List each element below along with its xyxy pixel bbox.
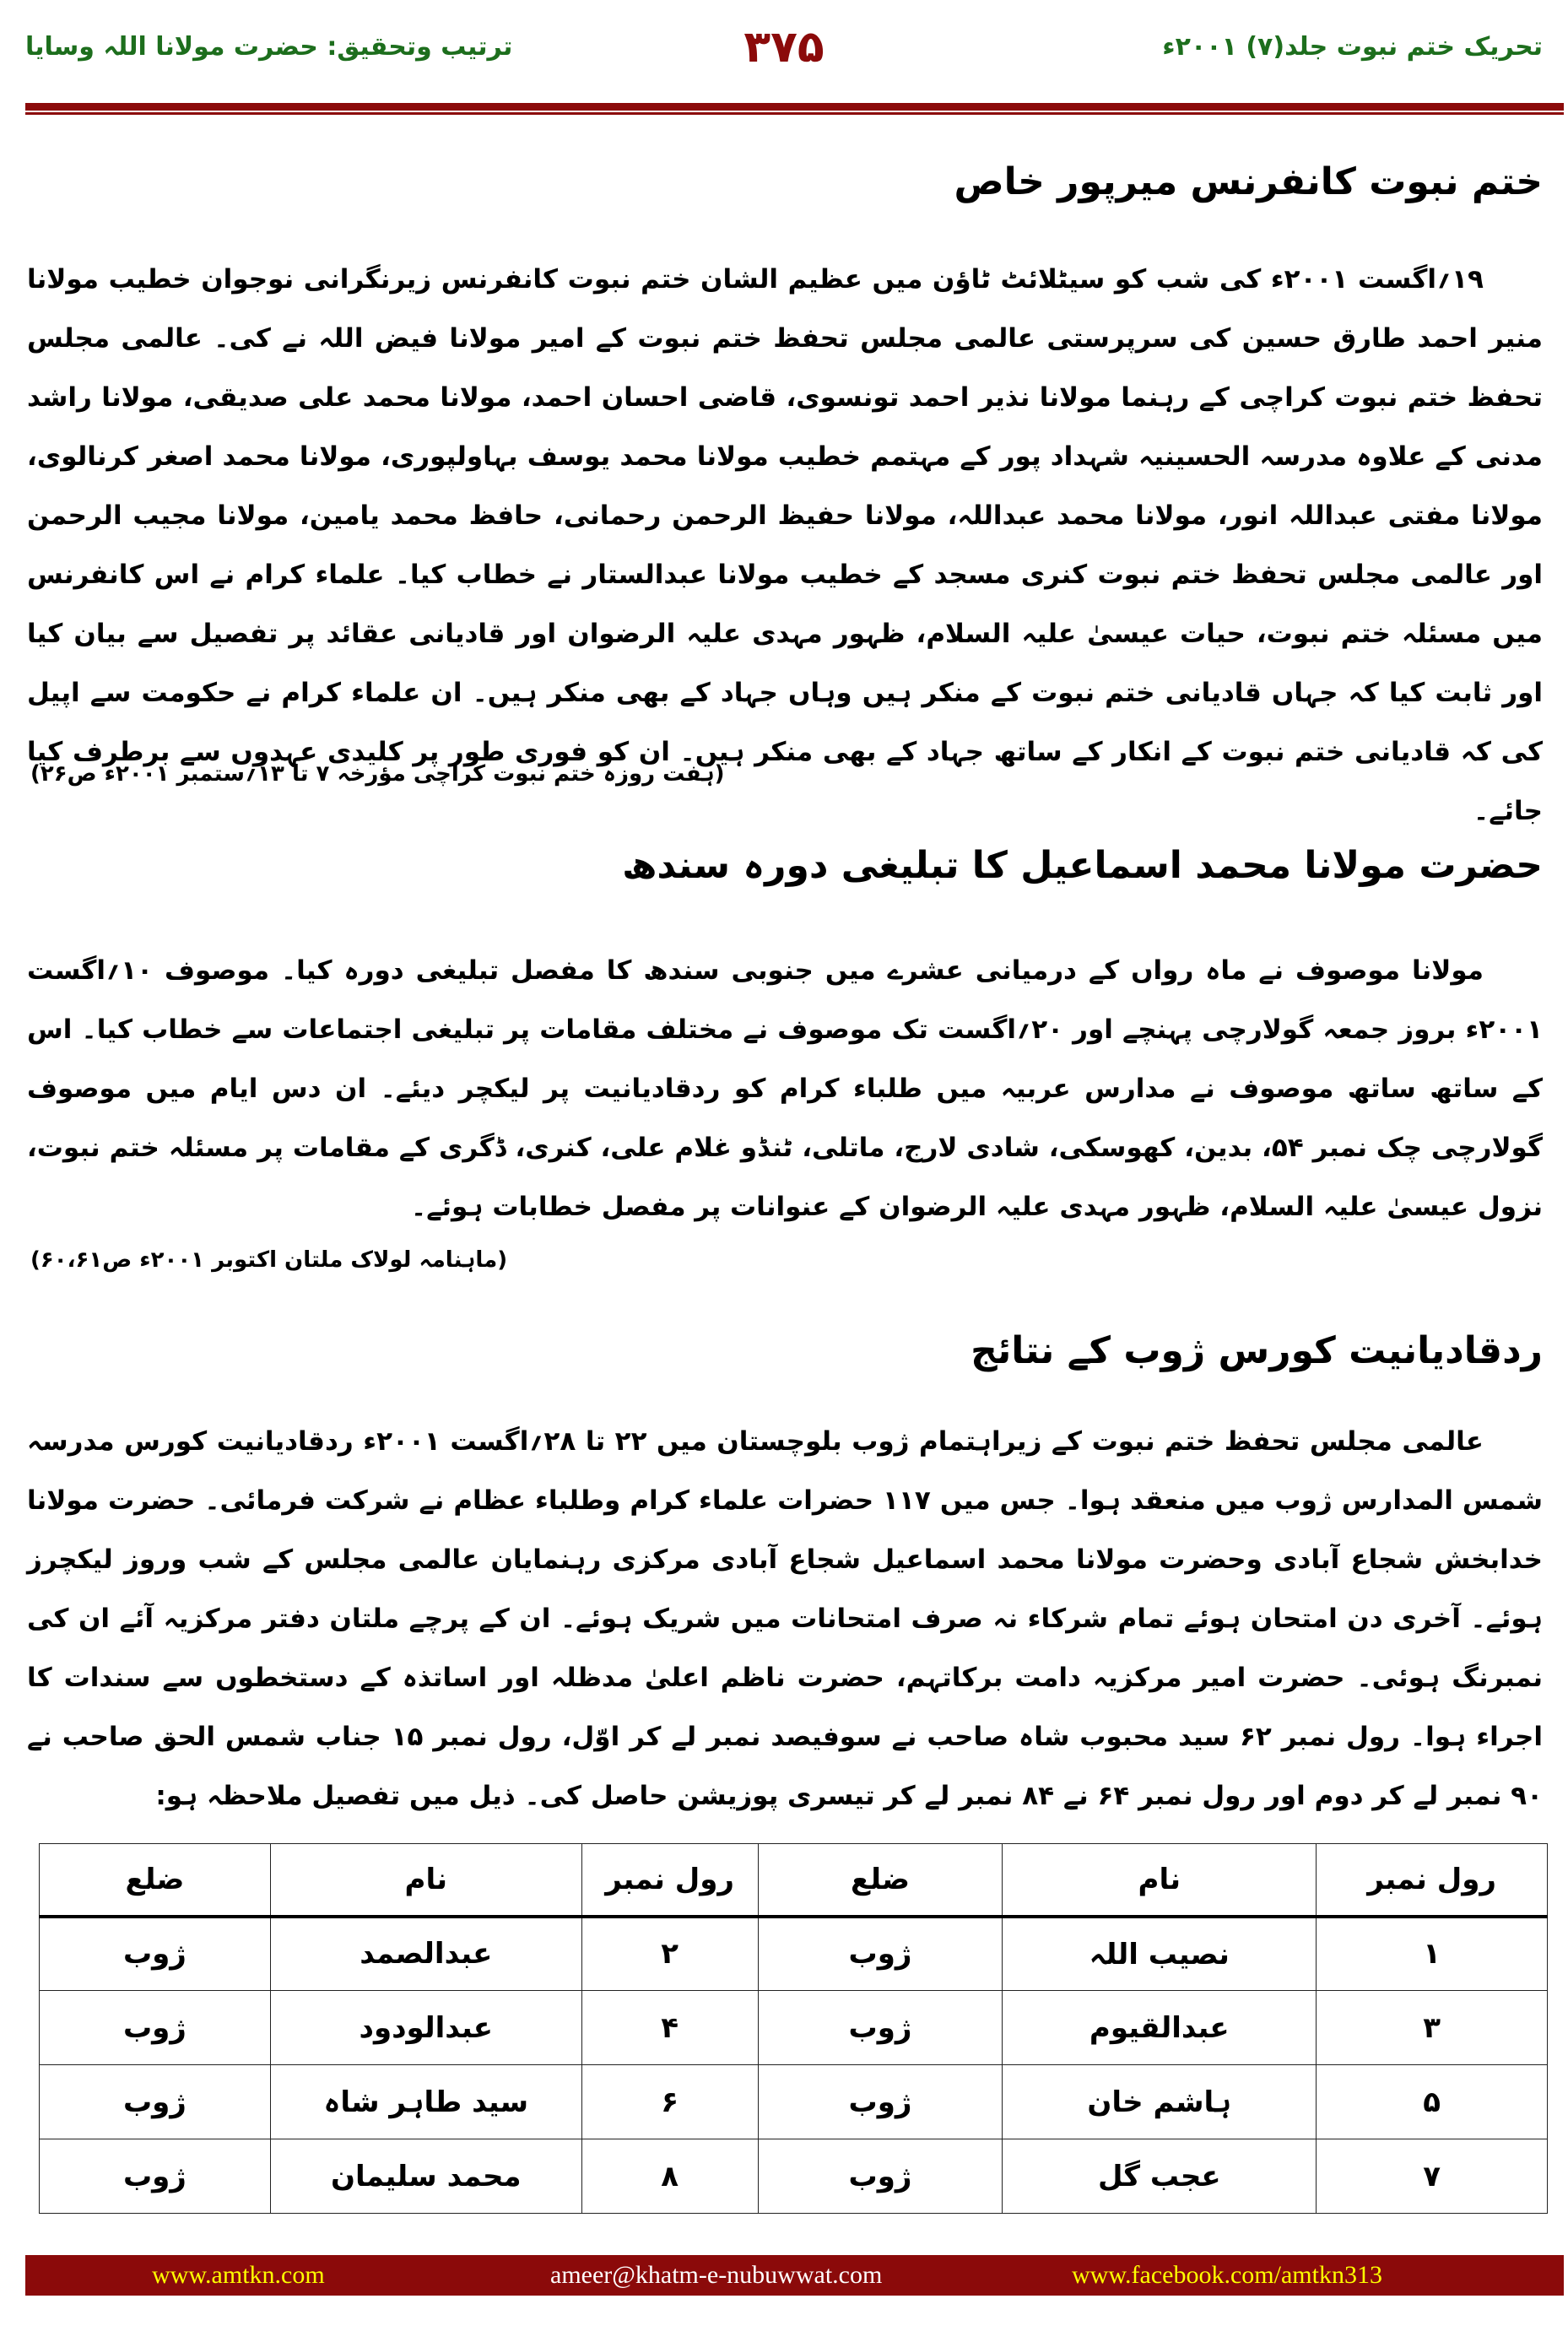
table-row [40, 2065, 1548, 2139]
section-body-1-text: ۱۹؍اگست ۲۰۰۱ء کی شب کو سیٹلائٹ ٹاؤن میں عظیم الشان ختم نبوت کانفرنس زیرنگرانی نوجوان خطیب مولانا منیر احمد طارق حسین کی سرپرستی عالمی مجلس تحفظ ختم نبوت کے امیر مولانا فیض اللہ نے کی۔ عالمی مجلس تحفظ ختم نبوت کراچی کے رہنما مولانا نذیر احمد تونسوی، قاضی احسان احمد، مولانا محمد علی صدیقی، مولانا راشد مدنی کے علاوہ مدرسہ الحسینیہ شہداد پور کے مہتمم خطیب مولانا محمد یوسف بہاولپوری، مولانا محمد اصغر کرنالوی، مولانا مفتی عبداللہ انور، مولانا محمد عبداللہ، مولانا حفیظ الرحمن رحمانی، حافظ محمد یامین، مولانا مجیب الرحمن اور عالمی مجلس تحفظ ختم نبوت کنری مسجد کے خطیب مولانا عبدالستار نے خطاب کیا۔ علماء کرام نے اس کانفرنس میں مسئلہ ختم نبوت، حیات عیسیٰ علیہ السلام، ظہور مہدی علیہ الرضوان اور قادیانی عقائد پر تفصیل سے بیان کیا اور ثابت کیا کہ جہاں قادیانی ختم نبوت کے منکر ہیں وہاں جہاد کے بھی منکر ہیں۔ ان علماء کرام نے حکومت سے اپیل کی کہ قادیانی ختم نبوت کے انکار کے ساتھ جہاد کے بھی منکر ہیں۔ ان کو فوری طور پر کلیدی عہدوں سے برطرف کیا جائے۔ [27, 264, 1543, 826]
header-district: ضلع [40, 1844, 271, 1917]
district-cell: ژوب [40, 1991, 271, 2065]
header-roll-number: رول نمبر [581, 1844, 758, 1917]
roll-number-cell: ۵ [1317, 2065, 1548, 2139]
results-table [39, 1843, 1548, 2214]
name-cell: ہاشم خان [1003, 2065, 1317, 2139]
email-link[interactable]: ameer@khatm-e-nubuwwat.com [550, 2261, 883, 2289]
compiler-header: ترتیب وتحقیق: حضرت مولانا اللہ وسایا [25, 32, 513, 62]
district-cell: ژوب [40, 1917, 271, 1991]
table-row [40, 1991, 1548, 2065]
roll-number-cell: ۳ [1317, 1991, 1548, 2065]
section-title-1: ختم نبوت کانفرنس میرپور خاص [954, 160, 1543, 203]
roll-number-cell: ۴ [581, 1991, 758, 2065]
section-body-3-text: عالمی مجلس تحفظ ختم نبوت کے زیراہتمام ژوب بلوچستان میں ۲۲ تا ۲۸؍اگست ۲۰۰۱ء ردقادیانیت کورس مدرسہ شمس المدارس ژوب میں منعقد ہوا۔ جس میں ۱۱۷ حضرات علماء کرام وطلباء عظام نے شرکت فرمائی۔ حضرت مولانا خدابخش شجاع آبادی وحضرت مولانا محمد اسماعیل شجاع آبادی مرکزی رہنمایان عالمی مجلس کے شب وروز لیکچرز ہوئے۔ آخری دن امتحان ہوئے تمام شرکاء نہ صرف امتحانات میں شریک ہوئے۔ ان کے پرچے ملتان دفتر مرکزیہ آئے ان کی نمبرنگ ہوئی۔ حضرت امیر مرکزیہ دامت برکاتہم، حضرت ناظم اعلیٰ مدظلہ اور اساتذہ کے دستخطوں سے سندات کا اجراء ہوا۔ رول نمبر ۶۲ سید محبوب شاہ صاحب نے سوفیصد نمبر لے کر اوّل، رول نمبر ۱۵ جناب شمس الحق صاحب نے ۹۰ نمبر لے کر دوم اور رول نمبر ۶۴ نے ۸۴ نمبر لے کر تیسری پوزیشن حاصل کی۔ ذیل میں تفصیل ملاحظہ ہو: [27, 1426, 1543, 1811]
book-title-header: تحریک ختم نبوت جلد(۷) ۲۰۰۱ء [1162, 32, 1543, 62]
roll-number-cell: ۷ [1317, 2139, 1548, 2214]
name-cell: عجب گل [1003, 2139, 1317, 2214]
header-divider [25, 103, 1564, 111]
name-cell: عبدالقیوم [1003, 1991, 1317, 2065]
roll-number-cell: ۲ [581, 1917, 758, 1991]
district-cell: ژوب [758, 1917, 1003, 1991]
page-number: ۳۷۵ [743, 22, 825, 73]
section-body-1 [27, 250, 1543, 841]
table-row [40, 1917, 1548, 1991]
citation-1: (ہفت روزہ ختم نبوت کراچی مؤرخہ ۷ تا ۱۳؍ستمبر ۲۰۰۱ء ص۲۶) [30, 761, 725, 787]
name-cell: نصیب اللہ [1003, 1917, 1317, 1991]
facebook-link[interactable]: www.facebook.com/amtkn313 [1072, 2261, 1382, 2289]
footer-bar [25, 2255, 1564, 2296]
table-row [40, 2139, 1548, 2214]
header-district: ضلع [758, 1844, 1003, 1917]
name-cell: عبدالصمد [270, 1917, 581, 1991]
roll-number-cell: ۶ [581, 2065, 758, 2139]
header-name: نام [1003, 1844, 1317, 1917]
section-title-2: حضرت مولانا محمد اسماعیل کا تبلیغی دورہ سندھ [622, 844, 1543, 887]
header-divider-thin [25, 112, 1564, 115]
district-cell: ژوب [40, 2139, 271, 2214]
district-cell: ژوب [758, 2139, 1003, 2214]
citation-2: (ماہنامہ لولاک ملتان اکتوبر ۲۰۰۱ء ص۶۰،۶۱) [30, 1247, 508, 1273]
website-link[interactable]: www.amtkn.com [152, 2261, 325, 2289]
section-title-3: ردقادیانیت کورس ژوب کے نتائج [971, 1329, 1543, 1372]
name-cell: عبدالودود [270, 1991, 581, 2065]
section-body-3 [27, 1412, 1543, 1825]
district-cell: ژوب [40, 2065, 271, 2139]
table-header-row [40, 1844, 1548, 1917]
district-cell: ژوب [758, 1991, 1003, 2065]
district-cell: ژوب [758, 2065, 1003, 2139]
section-body-2 [27, 941, 1543, 1236]
name-cell: سید طاہر شاہ [270, 2065, 581, 2139]
roll-number-cell: ۸ [581, 2139, 758, 2214]
section-body-2-text: مولانا موصوف نے ماہ رواں کے درمیانی عشرے میں جنوبی سندھ کا مفصل تبلیغی دورہ کیا۔ موصوف ۱۰؍اگست ۲۰۰۱ء بروز جمعہ گولارچی پہنچے اور ۲۰؍اگست تک موصوف نے مختلف مقامات پر تبلیغی اجتماعات سے خطاب کیا۔ اس کے ساتھ ساتھ موصوف نے مدارس عربیہ میں طلباء کرام کو ردقادیانیت پر لیکچر دیئے۔ ان دس ایام میں موصوف گولارچی چک نمبر ۵۴، بدین، کھوسکی، شادی لارج، ماتلی، ٹنڈو غلام علی، کنری، ڈگری کے مقامات پر مسئلہ ختم نبوت، نزول عیسیٰ علیہ السلام، ظہور مہدی علیہ الرضوان کے عنوانات پر مفصل خطابات ہوئے۔ [27, 955, 1544, 1222]
header-name: نام [270, 1844, 581, 1917]
header-roll-number: رول نمبر [1317, 1844, 1548, 1917]
name-cell: محمد سلیمان [270, 2139, 581, 2214]
roll-number-cell: ۱ [1317, 1917, 1548, 1991]
